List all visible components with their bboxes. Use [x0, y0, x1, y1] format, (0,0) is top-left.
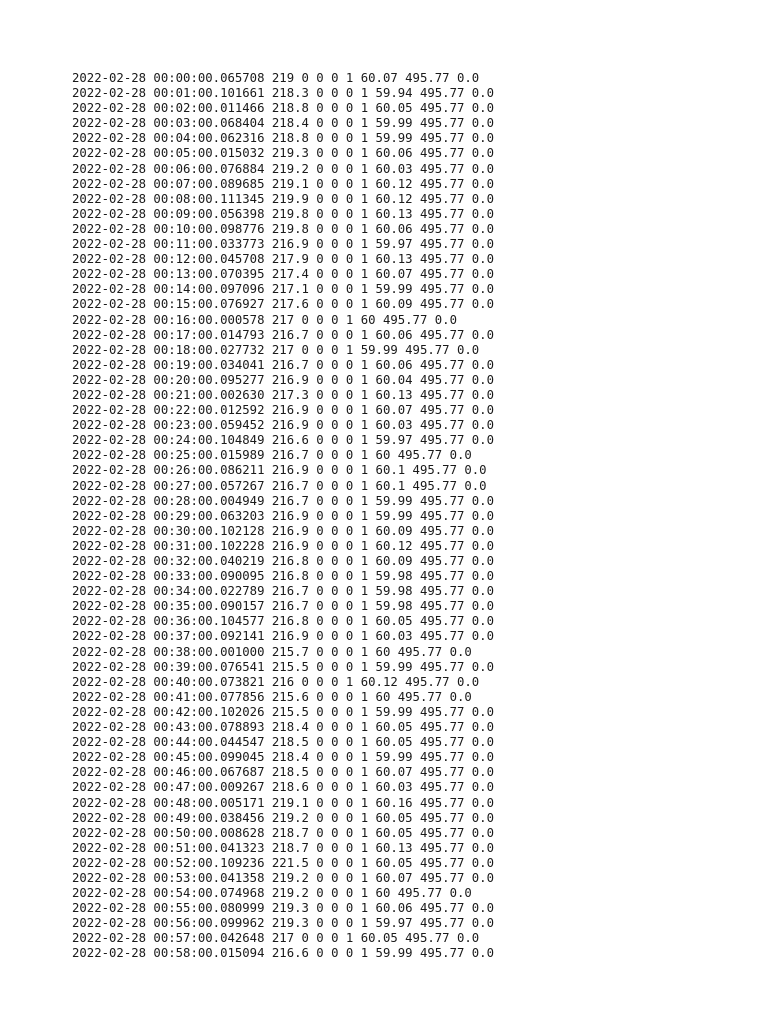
log-line: 2022-02-28 00:36:00.104577 216.8 0 0 0 1 60.05 495.77 0.0 [72, 614, 494, 629]
log-line: 2022-02-28 00:26:00.086211 216.9 0 0 0 1 60.1 495.77 0.0 [72, 463, 487, 478]
log-line: 2022-02-28 00:19:00.034041 216.7 0 0 0 1 60.06 495.77 0.0 [72, 357, 494, 372]
log-line: 2022-02-28 00:33:00.090095 216.8 0 0 0 1 59.98 495.77 0.0 [72, 569, 494, 584]
log-line: 2022-02-28 00:07:00.089685 219.1 0 0 0 1 60.12 495.77 0.0 [72, 176, 494, 191]
log-line: 2022-02-28 00:29:00.063203 216.9 0 0 0 1 59.99 495.77 0.0 [72, 508, 494, 523]
log-line: 2022-02-28 00:43:00.078893 218.4 0 0 0 1 60.05 495.77 0.0 [72, 720, 494, 735]
log-line: 2022-02-28 00:48:00.005171 219.1 0 0 0 1 60.16 495.77 0.0 [72, 795, 494, 810]
log-line: 2022-02-28 00:49:00.038456 219.2 0 0 0 1 60.05 495.77 0.0 [72, 810, 494, 825]
log-line: 2022-02-28 00:46:00.067687 218.5 0 0 0 1 60.07 495.77 0.0 [72, 765, 494, 780]
log-line: 2022-02-28 00:06:00.076884 219.2 0 0 0 1 60.03 495.77 0.0 [72, 161, 494, 176]
log-line: 2022-02-28 00:40:00.073821 216 0 0 0 1 60.12 495.77 0.0 [72, 674, 480, 689]
log-line: 2022-02-28 00:04:00.062316 218.8 0 0 0 1 59.99 495.77 0.0 [72, 131, 494, 146]
log-line: 2022-02-28 00:51:00.041323 218.7 0 0 0 1 60.13 495.77 0.0 [72, 840, 494, 855]
log-line: 2022-02-28 00:10:00.098776 219.8 0 0 0 1 60.06 495.77 0.0 [72, 221, 494, 236]
log-line: 2022-02-28 00:17:00.014793 216.7 0 0 0 1 60.06 495.77 0.0 [72, 327, 494, 342]
log-line: 2022-02-28 00:01:00.101661 218.3 0 0 0 1 59.94 495.77 0.0 [72, 86, 494, 101]
log-line: 2022-02-28 00:44:00.044547 218.5 0 0 0 1 60.05 495.77 0.0 [72, 735, 494, 750]
log-line: 2022-02-28 00:24:00.104849 216.6 0 0 0 1 59.97 495.77 0.0 [72, 433, 494, 448]
log-line: 2022-02-28 00:50:00.008628 218.7 0 0 0 1 60.05 495.77 0.0 [72, 825, 494, 840]
log-line: 2022-02-28 00:55:00.080999 219.3 0 0 0 1 60.06 495.77 0.0 [72, 901, 494, 916]
log-line: 2022-02-28 00:37:00.092141 216.9 0 0 0 1 60.03 495.77 0.0 [72, 629, 494, 644]
log-line: 2022-02-28 00:54:00.074968 219.2 0 0 0 1 60 495.77 0.0 [72, 886, 472, 901]
log-line: 2022-02-28 00:09:00.056398 219.8 0 0 0 1 60.13 495.77 0.0 [72, 206, 494, 221]
log-line: 2022-02-28 00:31:00.102228 216.9 0 0 0 1 60.12 495.77 0.0 [72, 538, 494, 553]
log-line: 2022-02-28 00:05:00.015032 219.3 0 0 0 1 60.06 495.77 0.0 [72, 146, 494, 161]
log-line: 2022-02-28 00:14:00.097096 217.1 0 0 0 1 59.99 495.77 0.0 [72, 282, 494, 297]
log-line: 2022-02-28 00:45:00.099045 218.4 0 0 0 1 59.99 495.77 0.0 [72, 750, 494, 765]
log-line: 2022-02-28 00:11:00.033773 216.9 0 0 0 1 59.97 495.77 0.0 [72, 237, 494, 252]
log-line: 2022-02-28 00:47:00.009267 218.6 0 0 0 1 60.03 495.77 0.0 [72, 780, 494, 795]
log-line: 2022-02-28 00:34:00.022789 216.7 0 0 0 1 59.98 495.77 0.0 [72, 584, 494, 599]
log-line: 2022-02-28 00:38:00.001000 215.7 0 0 0 1 60 495.77 0.0 [72, 644, 472, 659]
log-line: 2022-02-28 00:42:00.102026 215.5 0 0 0 1 59.99 495.77 0.0 [72, 704, 494, 719]
log-line: 2022-02-28 00:15:00.076927 217.6 0 0 0 1 60.09 495.77 0.0 [72, 297, 494, 312]
log-text-block [72, 71, 494, 962]
log-line: 2022-02-28 00:00:00.065708 219 0 0 0 1 60.07 495.77 0.0 [72, 71, 480, 85]
log-line: 2022-02-28 00:41:00.077856 215.6 0 0 0 1 60 495.77 0.0 [72, 689, 472, 704]
log-line: 2022-02-28 00:57:00.042648 217 0 0 0 1 60.05 495.77 0.0 [72, 931, 480, 946]
log-line: 2022-02-28 00:22:00.012592 216.9 0 0 0 1 60.07 495.77 0.0 [72, 403, 494, 418]
log-line: 2022-02-28 00:39:00.076541 215.5 0 0 0 1 59.99 495.77 0.0 [72, 659, 494, 674]
log-line: 2022-02-28 00:03:00.068404 218.4 0 0 0 1 59.99 495.77 0.0 [72, 116, 494, 131]
log-line: 2022-02-28 00:18:00.027732 217 0 0 0 1 59.99 495.77 0.0 [72, 342, 480, 357]
log-line: 2022-02-28 00:08:00.111345 219.9 0 0 0 1 60.12 495.77 0.0 [72, 191, 494, 206]
log-line: 2022-02-28 00:52:00.109236 221.5 0 0 0 1 60.05 495.77 0.0 [72, 855, 494, 870]
log-line: 2022-02-28 00:16:00.000578 217 0 0 0 1 60 495.77 0.0 [72, 312, 457, 327]
log-line: 2022-02-28 00:12:00.045708 217.9 0 0 0 1 60.13 495.77 0.0 [72, 252, 494, 267]
log-line: 2022-02-28 00:27:00.057267 216.7 0 0 0 1 60.1 495.77 0.0 [72, 478, 487, 493]
log-line: 2022-02-28 00:25:00.015989 216.7 0 0 0 1 60 495.77 0.0 [72, 448, 472, 463]
log-line: 2022-02-28 00:32:00.040219 216.8 0 0 0 1 60.09 495.77 0.0 [72, 554, 494, 568]
log-line: 2022-02-28 00:21:00.002630 217.3 0 0 0 1 60.13 495.77 0.0 [72, 387, 494, 402]
log-line: 2022-02-28 00:58:00.015094 216.6 0 0 0 1 59.99 495.77 0.0 [72, 946, 494, 961]
log-line: 2022-02-28 00:30:00.102128 216.9 0 0 0 1 60.09 495.77 0.0 [72, 523, 494, 538]
log-line: 2022-02-28 00:13:00.070395 217.4 0 0 0 1 60.07 495.77 0.0 [72, 267, 494, 282]
log-line: 2022-02-28 00:53:00.041358 219.2 0 0 0 1 60.07 495.77 0.0 [72, 870, 494, 885]
log-line: 2022-02-28 00:23:00.059452 216.9 0 0 0 1 60.03 495.77 0.0 [72, 418, 494, 433]
log-line: 2022-02-28 00:20:00.095277 216.9 0 0 0 1 60.04 495.77 0.0 [72, 372, 494, 387]
log-line: 2022-02-28 00:35:00.090157 216.7 0 0 0 1 59.98 495.77 0.0 [72, 599, 494, 614]
log-line: 2022-02-28 00:56:00.099962 219.3 0 0 0 1 59.97 495.77 0.0 [72, 916, 494, 931]
log-line: 2022-02-28 00:28:00.004949 216.7 0 0 0 1 59.99 495.77 0.0 [72, 493, 494, 508]
log-line: 2022-02-28 00:02:00.011466 218.8 0 0 0 1 60.05 495.77 0.0 [72, 101, 494, 116]
